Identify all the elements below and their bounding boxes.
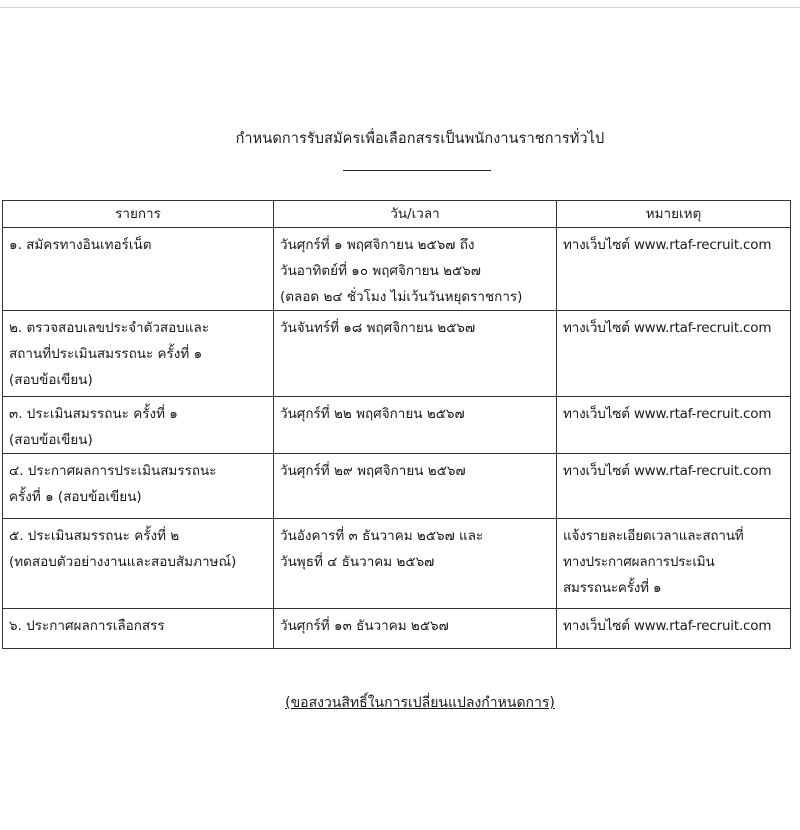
cell-item-line: ครั้งที่ ๑ (สอบข้อเขียน) — [9, 489, 142, 505]
document-title: กำหนดการรับสมัครเพื่อเลือกสรรเป็นพนักงานราชการทั่วไป — [235, 131, 605, 147]
cell-note-line: ทางประกาศผลการประเมิน — [563, 554, 715, 570]
cell-note-line: แจ้งรายละเอียดเวลาและสถานที่ — [563, 528, 744, 544]
cell-item — [3, 609, 274, 649]
cell-item-line: ๑. สมัครทางอินเทอร์เน็ต — [9, 237, 152, 253]
header-date-time: วัน/เวลา — [274, 201, 557, 228]
cell-item-line: (สอบข้อเขียน) — [9, 432, 93, 448]
cell-date — [274, 609, 557, 649]
cell-note — [557, 454, 791, 519]
cell-item-line: (สอบข้อเขียน) — [9, 372, 93, 388]
table-row — [3, 228, 791, 311]
cell-item-line: ๒. ตรวจสอบเลขประจำตัวสอบและ — [9, 320, 210, 336]
table-row — [3, 519, 791, 609]
cell-note-line: ทางเว็บไซต์ www.rtaf-recruit.com — [563, 237, 772, 253]
title-underline — [343, 170, 491, 171]
cell-item — [3, 311, 274, 397]
cell-note — [557, 228, 791, 311]
cell-note-line: ทางเว็บไซต์ www.rtaf-recruit.com — [563, 618, 772, 634]
cell-date-line: วันศุกร์ที่ ๒๙ พฤศจิกายน ๒๕๖๗ — [280, 463, 466, 479]
cell-item — [3, 454, 274, 519]
cell-date-line: วันพุธที่ ๔ ธันวาคม ๒๕๖๗ — [280, 554, 435, 570]
header-item: รายการ — [3, 201, 274, 228]
cell-date-line: (ตลอด ๒๔ ชั่วโมง ไม่เว้นวันหยุดราชการ) — [280, 289, 523, 305]
cell-date — [274, 519, 557, 609]
cell-date-line: วันศุกร์ที่ ๑ พฤศจิกายน ๒๕๖๗ ถึง — [280, 237, 475, 253]
table-row — [3, 454, 791, 519]
cell-item — [3, 397, 274, 454]
cell-note-line: ทางเว็บไซต์ www.rtaf-recruit.com — [563, 406, 772, 422]
cell-item — [3, 519, 274, 609]
cell-date — [274, 311, 557, 397]
header-remarks: หมายเหตุ — [557, 201, 791, 228]
reservation-of-rights-note: (ขอสงวนสิทธิ์ในการเปลี่ยนแปลงกำหนดการ) — [285, 695, 555, 711]
cell-note-line: ทางเว็บไซต์ www.rtaf-recruit.com — [563, 320, 772, 336]
cell-date-line: วันจันทร์ที่ ๑๘ พฤศจิกายน ๒๕๖๗ — [280, 320, 476, 336]
cell-item — [3, 228, 274, 311]
table-row — [3, 609, 791, 649]
cell-date — [274, 228, 557, 311]
cell-note-line: สมรรถนะครั้งที่ ๑ — [563, 580, 662, 596]
table-row — [3, 397, 791, 454]
cell-date-line: วันอังคารที่ ๓ ธันวาคม ๒๕๖๗ และ — [280, 528, 484, 544]
page-top-rule — [0, 7, 800, 8]
cell-item-line: ๖. ประกาศผลการเลือกสรร — [9, 618, 165, 634]
cell-item-line: (ทดสอบตัวอย่างงานและสอบสัมภาษณ์) — [9, 554, 237, 570]
cell-note — [557, 519, 791, 609]
cell-date — [274, 397, 557, 454]
cell-date-line: วันอาทิตย์ที่ ๑๐ พฤศจิกายน ๒๕๖๗ — [280, 263, 481, 279]
cell-note — [557, 311, 791, 397]
cell-item-line: ๓. ประเมินสมรรถนะ ครั้งที่ ๑ — [9, 406, 178, 422]
cell-note — [557, 397, 791, 454]
cell-date — [274, 454, 557, 519]
table-row — [3, 311, 791, 397]
table-header-row — [3, 201, 791, 228]
cell-item-line: ๕. ประเมินสมรรถนะ ครั้งที่ ๒ — [9, 528, 180, 544]
cell-date-line: วันศุกร์ที่ ๑๓ ธันวาคม ๒๕๖๗ — [280, 618, 449, 634]
schedule-table — [2, 200, 791, 649]
cell-item-line: ๔. ประกาศผลการประเมินสมรรถนะ — [9, 463, 217, 479]
cell-item-line: สถานที่ประเมินสมรรถนะ ครั้งที่ ๑ — [9, 346, 203, 362]
cell-note-line: ทางเว็บไซต์ www.rtaf-recruit.com — [563, 463, 772, 479]
cell-note — [557, 609, 791, 649]
cell-date-line: วันศุกร์ที่ ๒๒ พฤศจิกายน ๒๕๖๗ — [280, 406, 465, 422]
